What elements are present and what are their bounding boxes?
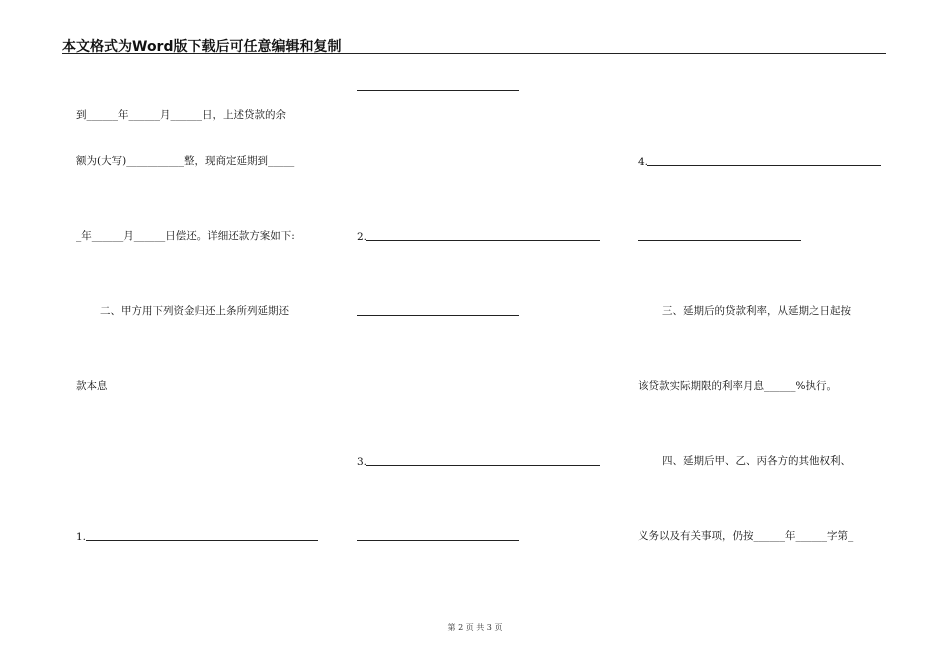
col2-blank-line-3 bbox=[357, 540, 519, 541]
item-1-number: 1. bbox=[76, 531, 87, 543]
item-3-number: 3. bbox=[357, 456, 368, 468]
item-1-blank-line bbox=[86, 540, 318, 541]
item-2-number: 2. bbox=[357, 231, 368, 243]
page-number-footer: 第 2 页 共 3 页 bbox=[447, 623, 503, 632]
col1-line-4: 二、甲方用下列资金归还上条所列延期还 bbox=[100, 305, 289, 317]
item-4-number: 4. bbox=[638, 156, 649, 168]
para-4-line-2: 义务以及有关事项，仍按______年______字第_ bbox=[638, 530, 854, 542]
col2-blank-line-2 bbox=[357, 315, 519, 316]
item-4-blank-line bbox=[647, 165, 881, 166]
col1-line-5: 款本息 bbox=[76, 380, 108, 392]
col1-line-3: _年______月______日偿还。详细还款方案如下: bbox=[76, 230, 295, 242]
col2-blank-line-1 bbox=[357, 90, 519, 91]
document-header-title: 本文格式为Word版下载后可任意编辑和复制 bbox=[62, 39, 342, 55]
item-2-blank-line bbox=[366, 240, 600, 241]
col1-line-2: 额为(大写)___________整，现商定延期到_____ bbox=[76, 155, 295, 167]
header-divider bbox=[62, 53, 886, 54]
para-3-line-1: 三、延期后的贷款利率，从延期之日起按 bbox=[662, 305, 851, 317]
item-3-blank-line bbox=[366, 465, 600, 466]
para-4-line-1: 四、延期后甲、乙、丙各方的其他权利、 bbox=[662, 455, 851, 467]
col3-blank-line-1 bbox=[638, 240, 801, 241]
col1-line-1: 到______年______月______日，上述贷款的余 bbox=[76, 109, 286, 121]
para-3-line-2: 该贷款实际期限的利率月息______%执行。 bbox=[638, 380, 837, 392]
